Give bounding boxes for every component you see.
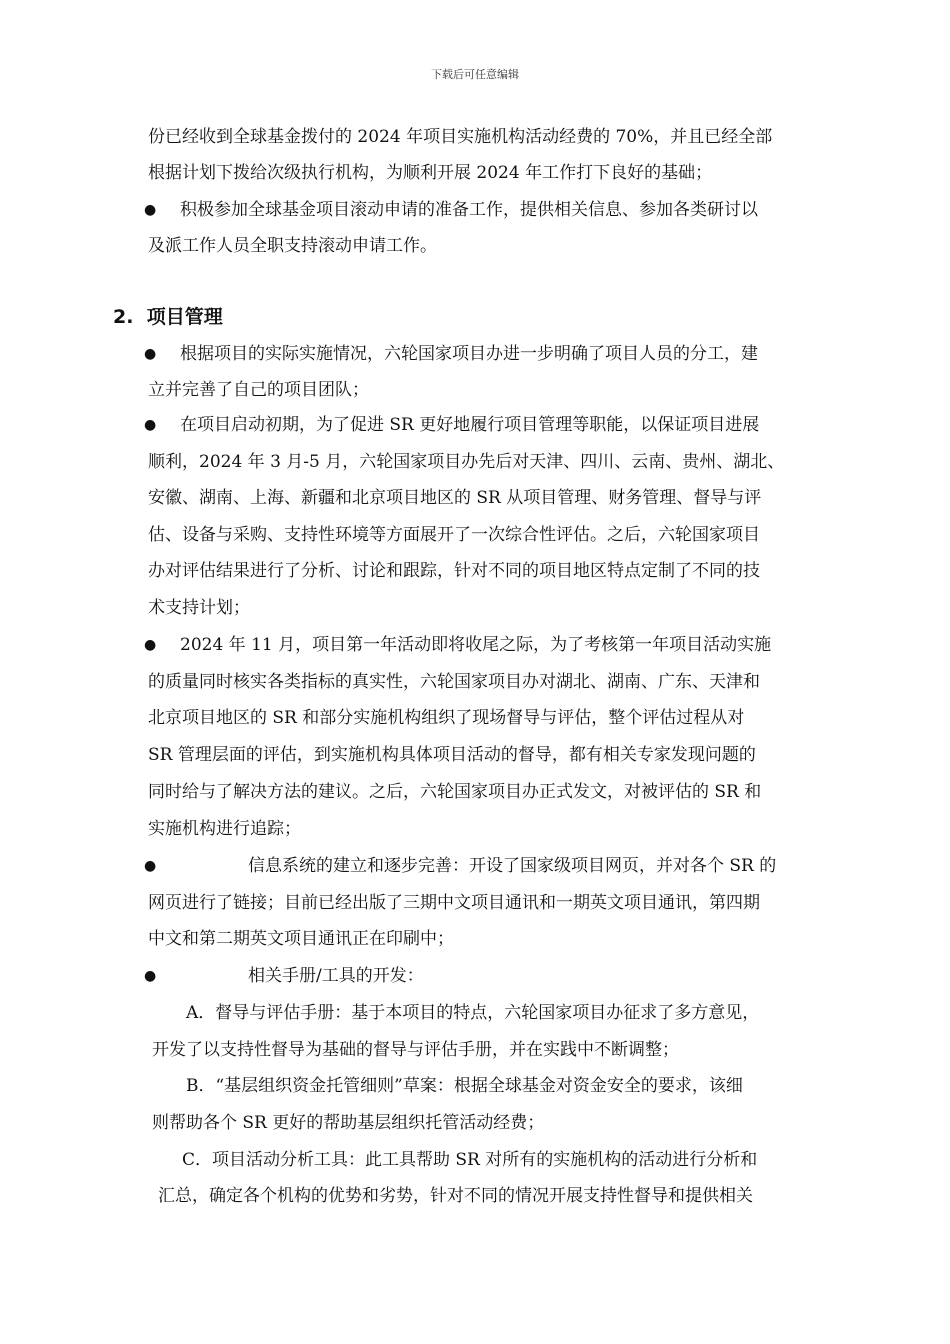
paragraph-line: C．项目活动分析工具：此工具帮助 SR 对所有的实施机构的活动进行分析和 (182, 1150, 758, 1170)
paragraph-line: 在项目启动初期，为了促进 SR 更好地履行项目管理等职能，以保证项目进展 (180, 415, 760, 435)
paragraph-line: SR 管理层面的评估，到实施机构具体项目活动的督导，都有相关专家发现问题的 (148, 745, 756, 765)
section-number: 2. (113, 306, 134, 328)
paragraph-line: 开发了以支持性督导为基础的督导与评估手册，并在实践中不断调整； (152, 1040, 679, 1060)
paragraph-line: 根据计划下拨给次级执行机构，为顺利开展 2024 年工作打下良好的基础； (148, 163, 713, 183)
paragraph-line: 信息系统的建立和逐步完善：开设了国家级项目网页，并对各个 SR 的 (248, 856, 777, 876)
paragraph-line: 的质量同时核实各类指标的真实性，六轮国家项目办对湖北、湖南、广东、天津和 (148, 672, 760, 692)
paragraph-line: A．督导与评估手册：基于本项目的特点，六轮国家项目办征求了多方意见， (186, 1003, 760, 1023)
paragraph-line: 立并完善了自己的项目团队； (148, 380, 369, 400)
page-header: 下载后可任意编辑 (431, 68, 519, 81)
paragraph-line: 汇总，确定各个机构的优势和劣势，针对不同的情况开展支持性督导和提供相关 (158, 1186, 753, 1206)
section-title: 项目管理 (146, 306, 223, 328)
section-heading (113, 304, 223, 330)
paragraph-line: 网页进行了链接；目前已经出版了三期中文项目通讯和一期英文项目通讯，第四期 (148, 893, 760, 913)
paragraph-line: 顺利，2024 年 3 月-5 月，六轮国家项目办先后对天津、四川、云南、贵州、湖北、 (148, 452, 785, 472)
bullet-icon: ● (144, 858, 157, 874)
paragraph-line: 及派工作人员全职支持滚动申请工作。 (148, 236, 437, 256)
bullet-icon: ● (144, 968, 157, 984)
paragraph-line: 中文和第二期英文项目通讯正在印刷中； (148, 929, 454, 949)
paragraph-line: 估、设备与采购、支持性环境等方面展开了一次综合性评估。之后，六轮国家项目 (148, 525, 760, 545)
bullet-icon: ● (144, 202, 157, 218)
paragraph-line: 2024 年 11 月，项目第一年活动即将收尾之际，为了考核第一年项目活动实施 (180, 635, 772, 655)
bullet-icon: ● (144, 417, 157, 433)
paragraph-line: 根据项目的实际实施情况，六轮国家项目办进一步明确了项目人员的分工，建 (180, 344, 758, 364)
paragraph-line: 份已经收到全球基金拨付的 2024 年项目实施机构活动经费的 70%，并且已经全部 (148, 127, 773, 147)
bullet-icon: ● (144, 637, 157, 653)
paragraph-line: 安徽、湖南、上海、新疆和北京项目地区的 SR 从项目管理、财务管理、督导与评 (148, 488, 762, 508)
paragraph-line: 术支持计划； (148, 598, 250, 618)
paragraph-line: 北京项目地区的 SR 和部分实施机构组织了现场督导与评估，整个评估过程从对 (148, 708, 745, 728)
paragraph-line: 积极参加全球基金项目滚动申请的准备工作，提供相关信息、参加各类研讨以 (180, 200, 758, 220)
paragraph-line: B．“基层组织资金托管细则”草案：根据全球基金对资金安全的要求，该细 (186, 1076, 743, 1096)
paragraph-line: 相关手册/工具的开发： (248, 966, 424, 986)
paragraph-line: 办对评估结果进行了分析、讨论和跟踪，针对不同的项目地区特点定制了不同的技 (148, 561, 760, 581)
bullet-icon: ● (144, 346, 157, 362)
paragraph-line: 同时给与了解决方法的建议。之后，六轮国家项目办正式发文，对被评估的 SR 和 (148, 782, 762, 802)
paragraph-line: 实施机构进行追踪； (148, 819, 301, 839)
paragraph-line: 则帮助各个 SR 更好的帮助基层组织托管活动经费； (152, 1113, 545, 1133)
